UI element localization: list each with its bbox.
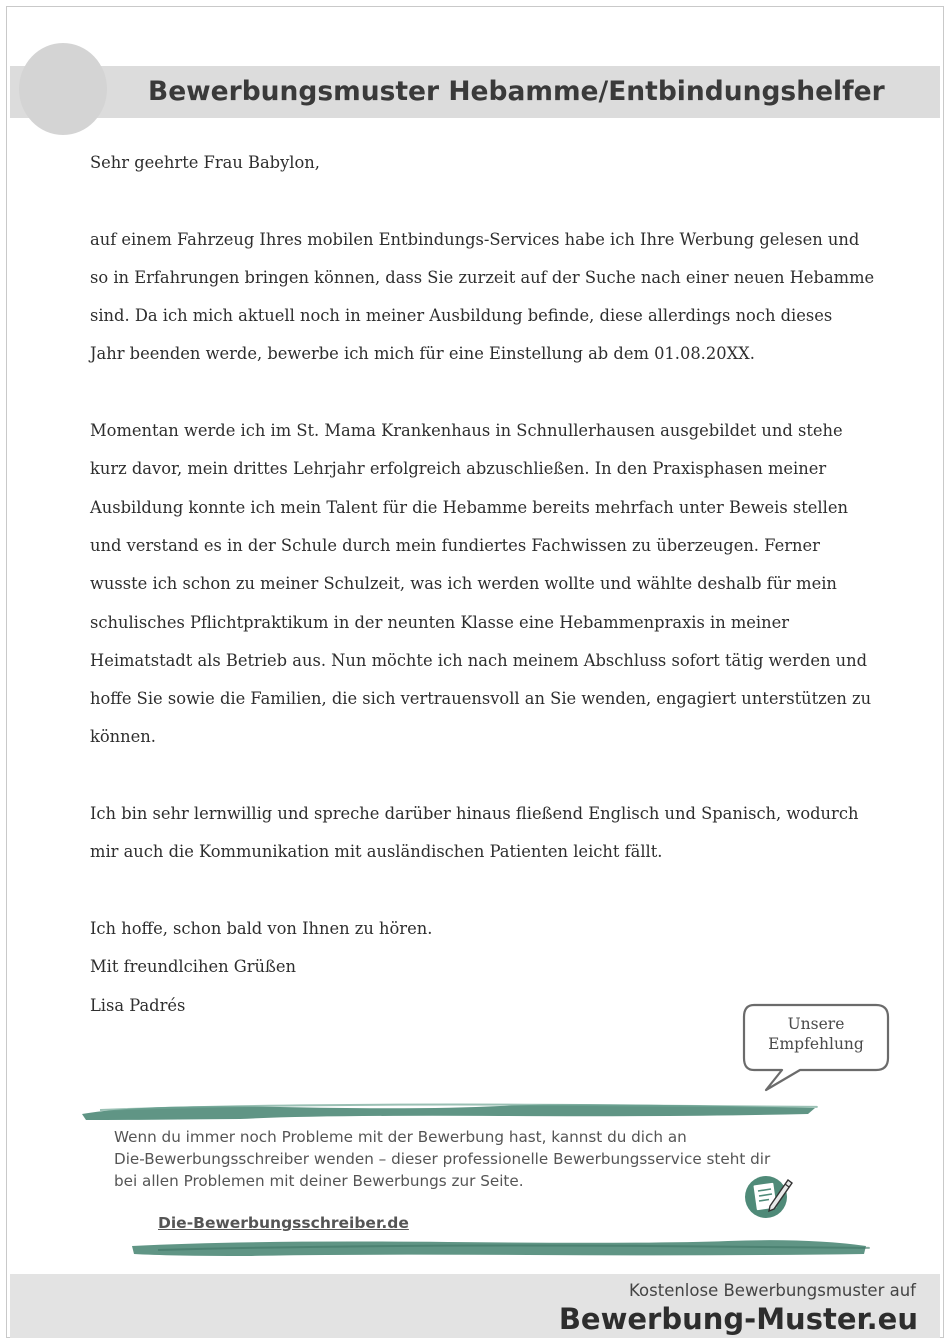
- paragraph-line: mir auch die Kommunikation mit ausländischen Patienten leicht fällt.: [90, 842, 663, 862]
- brush-stroke-bottom: [128, 1234, 870, 1262]
- recommendation-line-1: Unsere: [787, 1015, 845, 1033]
- recommendation-line-2: Empfehlung: [768, 1035, 864, 1053]
- paragraph-3: [90, 797, 880, 874]
- paragraph-line: wusste ich schon zu meiner Schulzeit, was ich werden wollte und wählte deshalb für mein: [90, 574, 837, 594]
- paragraph-line: kurz davor, mein drittes Lehrjahr erfolgreich abzuschließen. In den Praxisphasen meiner: [90, 459, 827, 479]
- footer-tagline: Kostenlose Bewerbungsmuster auf: [629, 1281, 916, 1300]
- promo-line: bei allen Problemen mit deiner Bewerbungs zur Seite.: [114, 1172, 524, 1190]
- promo-line: Die-Bewerbungsschreiber wenden – dieser professionelle Bewerbungsservice steht dir: [114, 1150, 771, 1168]
- recommendation-bubble: [738, 1002, 894, 1094]
- paragraph-line: hoffe Sie sowie die Familien, die sich vertrauensvoll an Sie wenden, engagiert unterstützen zu: [90, 689, 872, 709]
- paragraph-line: Jahr beenden werde, bewerbe ich mich für eine Einstellung ab dem 01.08.20XX.: [90, 344, 755, 364]
- letter-body: [90, 146, 880, 1027]
- paragraph-line: können.: [90, 727, 156, 747]
- paragraph-line: sind. Da ich mich aktuell noch in meiner Ausbildung befinde, diese allerdings noch dieses: [90, 306, 833, 326]
- promo-text: [114, 1126, 854, 1192]
- paragraph-line: Momentan werde ich im St. Mama Krankenhaus in Schnullerhausen ausgebildet und stehe: [90, 421, 843, 441]
- paragraph-line: Ich bin sehr lernwillig und spreche darüber hinaus fließend Englisch und Spanisch, wodurch: [90, 804, 859, 824]
- promo-link[interactable]: Die-Bewerbungsschreiber.de: [158, 1214, 409, 1232]
- closing-line: Ich hoffe, schon bald von Ihnen zu hören.: [90, 918, 433, 938]
- signature-name: Lisa Padrés: [90, 995, 186, 1015]
- brush-stroke-top: [80, 1098, 820, 1124]
- closing-regards: Mit freundlcihen Grüßen: [90, 957, 297, 977]
- footer-site-name[interactable]: Bewerbung-Muster.eu: [558, 1302, 918, 1336]
- paragraph-line: Heimatstadt als Betrieb aus. Nun möchte ich nach meinem Abschluss sofort tätig werden und: [90, 650, 868, 670]
- page-title: Bewerbungsmuster Hebamme/Entbindungshelfer: [148, 76, 885, 107]
- paragraph-line: und verstand es in der Schule durch mein fundiertes Fachwissen zu überzeugen. Ferner: [90, 535, 820, 555]
- document-pen-icon: [744, 1170, 794, 1220]
- paragraph-line: auf einem Fahrzeug Ihres mobilen Entbindungs-Services habe ich Ihre Werbung gelesen und: [90, 229, 860, 249]
- paragraph-line: so in Erfahrungen bringen können, dass Sie zurzeit auf der Suche nach einer neuen Hebamme: [90, 267, 875, 287]
- paragraph-1: [90, 223, 880, 376]
- recommendation-text: [742, 1014, 890, 1054]
- paragraph-line: Ausbildung konnte ich mein Talent für die Hebamme bereits mehrfach unter Beweis stellen: [90, 497, 848, 517]
- salutation: Sehr geehrte Frau Babylon,: [90, 153, 320, 172]
- paragraph-line: schulisches Pflichtpraktikum in der neunten Klasse eine Hebammenpraxis in meiner: [90, 612, 790, 632]
- paragraph-2: [90, 414, 880, 759]
- header-circle-decoration: [19, 43, 107, 135]
- promo-line: Wenn du immer noch Probleme mit der Bewerbung hast, kannst du dich an: [114, 1128, 687, 1146]
